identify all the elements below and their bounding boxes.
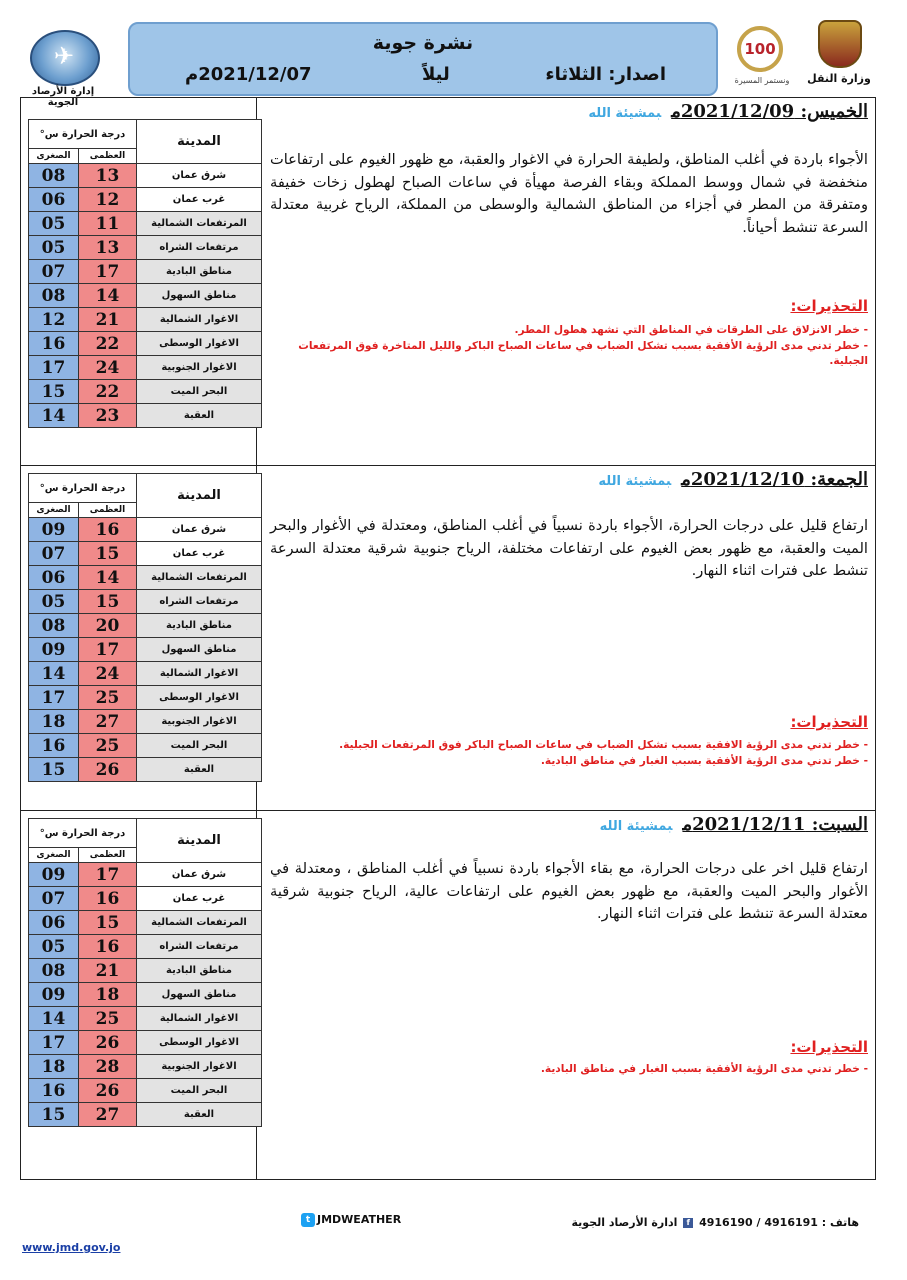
day-heading [588,101,868,122]
city-name: مناطق البادية [137,959,262,983]
table-row [29,260,262,284]
min-temp: 14 [29,662,79,686]
table-row [29,1055,262,1079]
min-temp: 15 [29,380,79,404]
min-temp: 08 [29,614,79,638]
temp-header: درجة الحرارة س° [29,819,137,848]
max-temp: 15 [79,542,137,566]
max-temp: 25 [79,734,137,758]
city-name: الاغوار الشمالية [137,308,262,332]
max-temp: 28 [79,1055,137,1079]
min-temp: 05 [29,212,79,236]
table-row [29,284,262,308]
jmd-logo [22,28,104,108]
city-name: البحر الميت [137,380,262,404]
table-row [29,518,262,542]
city-name: غرب عمان [137,887,262,911]
forecast-text: ارتفاع قليل اخر على درجات الحرارة، مع بقاء الأجواء باردة نسبياً في أغلب المناطق ، ومعتدلة في الأغوار والبحر الميت والعقبة، مع ظهور بعض الغيوم على ارتفاعات عالية، الرياح جنوبية شرقية معتدلة السرعة تنشط على فترات اثناء النهار. [270,860,868,922]
max-temp: 11 [79,212,137,236]
globe-icon: ✈ [30,30,100,86]
facebook-name[interactable]: ادارة الأرصاد الجوية [571,1216,678,1229]
min-temp: 08 [29,164,79,188]
table-row [29,590,262,614]
city-name: الاغوار الشمالية [137,1007,262,1031]
day-date: الخميس: 2021/12/09م [671,101,868,122]
table-row [29,356,262,380]
facebook-icon[interactable]: f [683,1218,693,1228]
min-temp: 12 [29,308,79,332]
max-temp: 23 [79,404,137,428]
phone-numbers: 4916191 / 4916190 [699,1216,818,1229]
min-temp: 15 [29,758,79,782]
temperature-table [28,818,261,1127]
forecast-text: ارتفاع قليل على درجات الحرارة، الأجواء باردة نسبياً في أغلب المناطق، ومعتدلة في الأغوار والبحر الميت والعقبة، مع ظهور بعض الغيوم على ارتفاعات مختلفة، الرياح جنوبية شرقية معتدلة السرعة تنشط على فترات اثناء النهار. [270,517,868,579]
max-temp: 13 [79,164,137,188]
max-temp: 27 [79,710,137,734]
max-temp: 17 [79,638,137,662]
min-temp: 17 [29,356,79,380]
min-temp: 05 [29,935,79,959]
inshallah: بمشيئة الله [599,819,673,834]
max-temp: 14 [79,566,137,590]
table-row [29,686,262,710]
max-temp: 26 [79,758,137,782]
warnings-title: التحذيرات: [790,1038,868,1056]
city-name: المرتفعات الشمالية [137,911,262,935]
table-row [29,614,262,638]
min-temp: 08 [29,959,79,983]
max-temp: 26 [79,1031,137,1055]
table-row [29,911,262,935]
min-temp: 09 [29,638,79,662]
city-name: الاغوار الوسطى [137,332,262,356]
min-temp: 15 [29,1103,79,1127]
table-row [29,1079,262,1103]
table-row [29,236,262,260]
max-header: العظمى [79,848,137,863]
warnings-title: التحذيرات: [790,713,868,731]
issue-period: ليلاً [422,64,450,85]
centennial-ring-icon: 100 [737,26,783,72]
warning-item: - خطر تدني مدى الرؤية الأفقية بسبب تشكل الضباب في ساعات الصباح الباكر والليل المتاخرة فوق المرتفعات الجبلية. [298,339,868,367]
max-temp: 22 [79,380,137,404]
city-name: العقبة [137,404,262,428]
centennial-caption: ونستمر المسيرة [734,76,790,85]
city-name: مرتفعات الشراه [137,236,262,260]
city-name: الاغوار الجنوبية [137,356,262,380]
table-row [29,308,262,332]
min-temp: 09 [29,983,79,1007]
max-header: العظمى [79,149,137,164]
min-temp: 18 [29,710,79,734]
max-temp: 15 [79,590,137,614]
city-name: شرق عمان [137,164,262,188]
table-row [29,380,262,404]
twitter-handle[interactable] [301,1213,401,1227]
forecast-text: الأجواء باردة في أغلب المناطق، ولطيفة الحرارة في الاغوار والعقبة، مع ظهور الغيوم على ارتفاعات منخفضة في شمال ووسط المملكة وبقاء الفرصة مهيأة في ساعات الصباح لهطول زخات خفيفة ومتفرقة من المطر في أجزاء من المناطق الشمالية والوسطى من المملكة، الرياح غربية معتدلة السرعة تنشط أحياناً. [270,151,868,236]
table-row [29,566,262,590]
footer-contact [572,1216,860,1229]
min-header: الصغرى [29,503,79,518]
max-temp: 16 [79,887,137,911]
min-temp: 06 [29,188,79,212]
max-temp: 17 [79,260,137,284]
max-temp: 25 [79,686,137,710]
city-name: الاغوار الوسطى [137,686,262,710]
table-row [29,404,262,428]
max-temp: 26 [79,1079,137,1103]
phone-label: هاتف : [821,1216,859,1229]
city-name: مناطق البادية [137,260,262,284]
table-row [29,710,262,734]
city-name: مناطق البادية [137,614,262,638]
city-name: غرب عمان [137,188,262,212]
warning-item: - خطر الانزلاق على الطرقات في المناطق التي تشهد هطول المطر. [514,324,868,336]
city-name: المرتفعات الشمالية [137,566,262,590]
min-temp: 14 [29,1007,79,1031]
temperature-table [28,473,261,782]
city-name: الاغوار الوسطى [137,1031,262,1055]
table-row [29,662,262,686]
day-section-saturday [20,810,876,1180]
table-row [29,758,262,782]
temp-header: درجة الحرارة س° [29,474,137,503]
min-temp: 07 [29,887,79,911]
bulletin-banner [128,22,718,96]
city-name: مناطق السهول [137,983,262,1007]
max-temp: 12 [79,188,137,212]
max-temp: 25 [79,1007,137,1031]
day-heading [600,814,868,835]
city-name: الاغوار الجنوبية [137,1055,262,1079]
warnings-list [270,738,868,769]
centennial-logo [733,26,791,90]
city-name: المرتفعات الشمالية [137,212,262,236]
max-temp: 24 [79,356,137,380]
table-row [29,332,262,356]
min-temp: 09 [29,863,79,887]
inshallah: بمشيئة الله [588,106,662,121]
warning-item: - خطر تدني مدى الرؤية الأفقية بسبب الغبار في مناطق البادية. [540,1063,868,1075]
table-row [29,164,262,188]
issue-day: اصدار: الثلاثاء [545,64,666,85]
min-temp: 05 [29,236,79,260]
min-temp: 18 [29,1055,79,1079]
min-temp: 17 [29,686,79,710]
twitter-text[interactable]: JMDWEATHER [317,1213,402,1226]
temperature-table [28,119,261,428]
city-name: غرب عمان [137,542,262,566]
max-temp: 13 [79,236,137,260]
issue-date: 2021/12/07م [185,64,312,85]
min-temp: 07 [29,260,79,284]
max-temp: 17 [79,863,137,887]
crest-icon [818,20,862,68]
warnings-title: التحذيرات: [790,297,868,315]
min-temp: 17 [29,1031,79,1055]
max-temp: 21 [79,308,137,332]
table-row [29,734,262,758]
day-heading [598,469,868,490]
table-row [29,1007,262,1031]
city-name: الاغوار الشمالية [137,662,262,686]
table-row [29,959,262,983]
table-row [29,1031,262,1055]
inshallah: بمشيئة الله [598,474,672,489]
temp-header: درجة الحرارة س° [29,120,137,149]
city-name: الاغوار الجنوبية [137,710,262,734]
day-date: الجمعة: 2021/12/10م [681,469,868,490]
day-section-thursday [20,97,876,465]
city-header: المدينة [137,474,262,518]
min-temp: 16 [29,734,79,758]
city-name: مناطق السهول [137,638,262,662]
min-temp: 06 [29,566,79,590]
city-header: المدينة [137,819,262,863]
table-row [29,863,262,887]
table-row [29,935,262,959]
website-link[interactable]: www.jmd.gov.jo [22,1241,121,1254]
city-name: العقبة [137,1103,262,1127]
max-temp: 18 [79,983,137,1007]
day-section-friday [20,465,876,810]
city-name: شرق عمان [137,863,262,887]
max-header: العظمى [79,503,137,518]
min-temp: 08 [29,284,79,308]
twitter-icon[interactable]: t [301,1213,315,1227]
warnings-list [270,323,868,370]
city-header: المدينة [137,120,262,164]
city-name: مرتفعات الشراه [137,935,262,959]
table-row [29,983,262,1007]
warnings-list [270,1062,868,1078]
max-temp: 27 [79,1103,137,1127]
max-temp: 14 [79,284,137,308]
jmd-logo-caption: إدارة الأرصاد الجوية [31,86,95,108]
city-name: العقبة [137,758,262,782]
min-temp: 06 [29,911,79,935]
table-row [29,542,262,566]
warning-item: - خطر تدني مدى الرؤية الأفقية بسبب الغبار في مناطق البادية. [540,754,868,767]
max-temp: 15 [79,911,137,935]
day-date: السبت: 2021/12/11م [682,814,868,835]
min-temp: 16 [29,332,79,356]
min-temp: 07 [29,542,79,566]
table-row [29,887,262,911]
max-temp: 21 [79,959,137,983]
min-header: الصغرى [29,848,79,863]
max-temp: 20 [79,614,137,638]
city-name: مرتفعات الشراه [137,590,262,614]
ministry-caption: وزارة النقل [807,72,871,85]
max-temp: 16 [79,518,137,542]
min-temp: 16 [29,1079,79,1103]
table-row [29,188,262,212]
max-temp: 24 [79,662,137,686]
max-temp: 22 [79,332,137,356]
min-temp: 09 [29,518,79,542]
ministry-logo [804,20,874,92]
table-row [29,212,262,236]
max-temp: 16 [79,935,137,959]
city-name: مناطق السهول [137,284,262,308]
min-temp: 05 [29,590,79,614]
min-temp: 14 [29,404,79,428]
min-header: الصغرى [29,149,79,164]
city-name: شرق عمان [137,518,262,542]
table-row [29,638,262,662]
bulletin-title: نشرة جوية [372,32,474,54]
table-row [29,1103,262,1127]
city-name: البحر الميت [137,1079,262,1103]
warning-item: - خطر تدني مدى الرؤية الافقية بسبب تشكل الضباب في ساعات الصباح الباكر فوق المرتفعات الجبلية. [339,739,868,751]
city-name: البحر الميت [137,734,262,758]
